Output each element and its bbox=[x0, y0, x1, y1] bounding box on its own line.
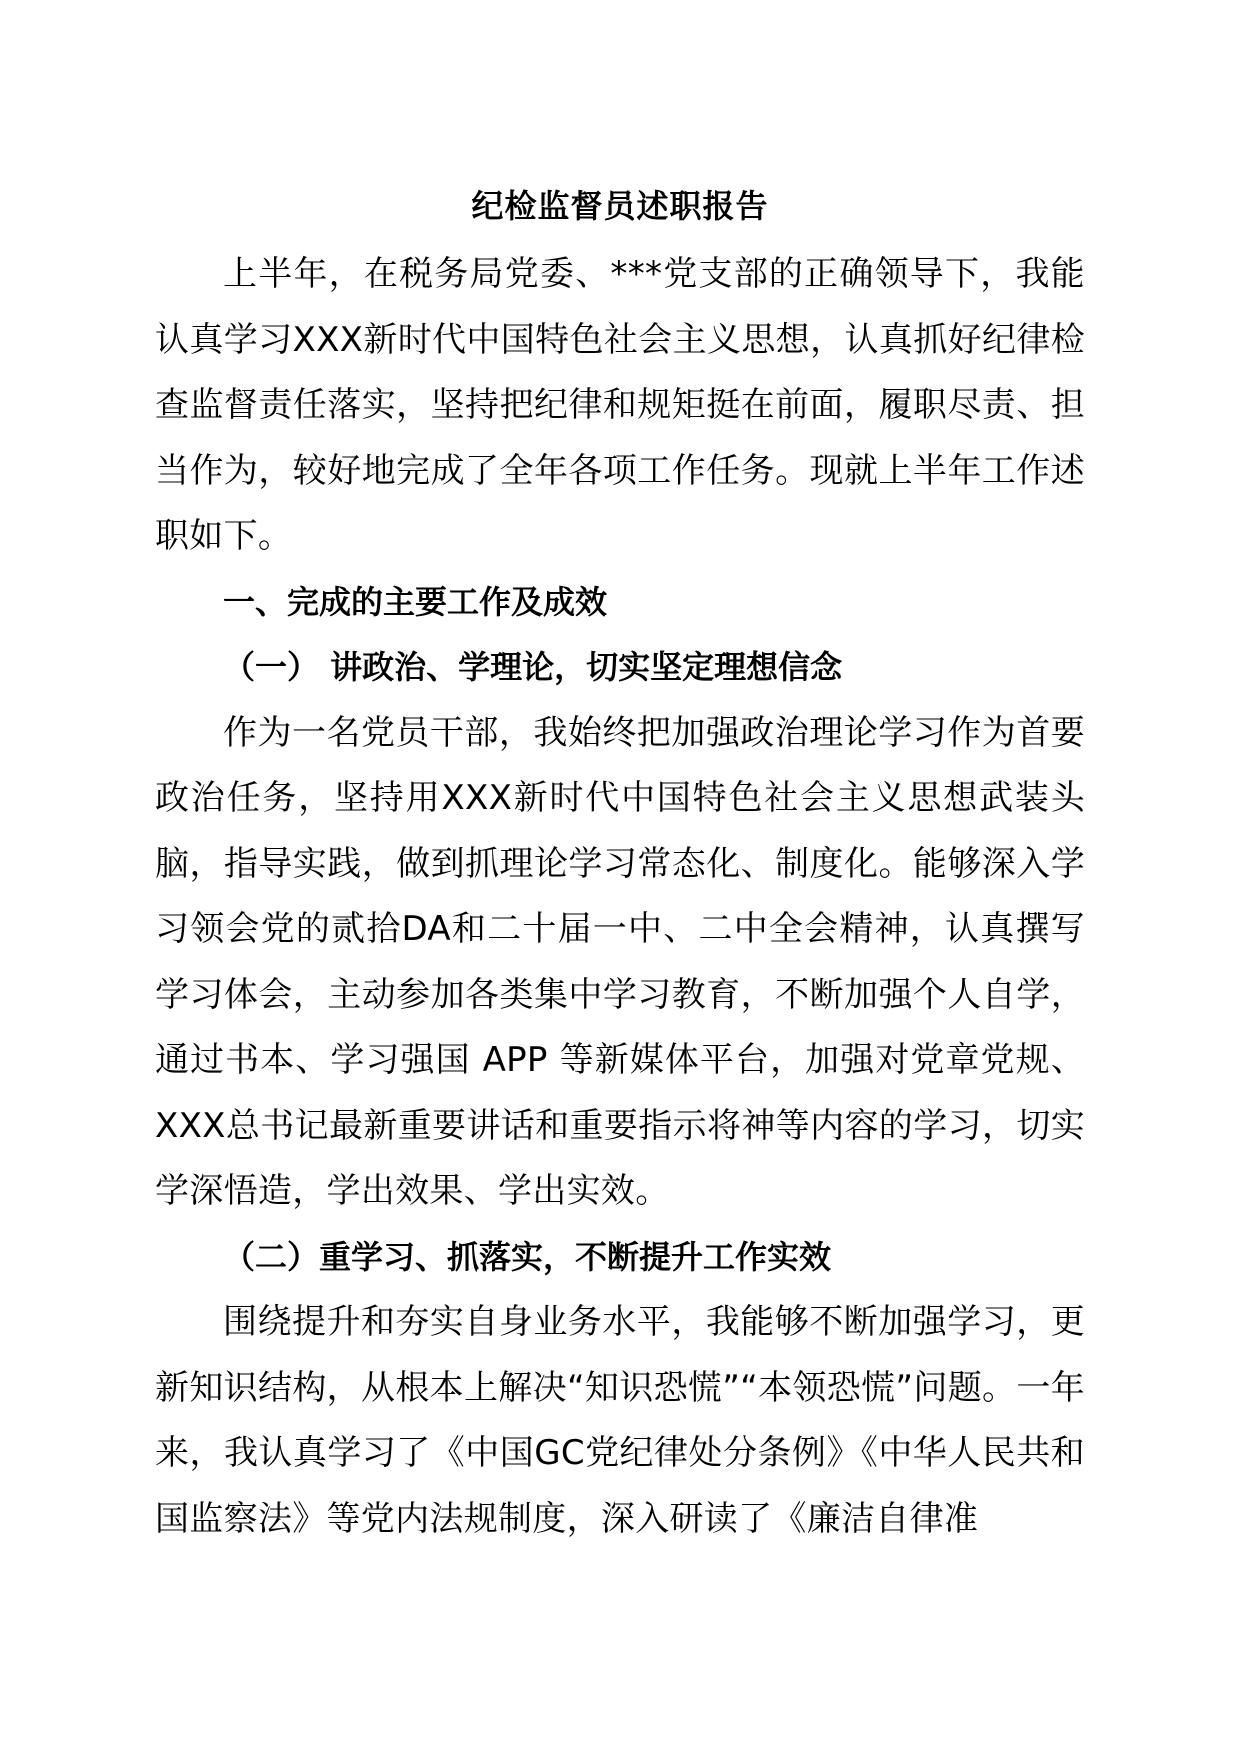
subsection-heading-1: （一） 讲政治、学理论，切实坚定理想信念 bbox=[223, 648, 843, 686]
section-heading-1: 一、完成的主要工作及成效 bbox=[223, 582, 608, 621]
document-body bbox=[155, 186, 1085, 1552]
document-title: 纪检监督员述职报告 bbox=[471, 187, 769, 225]
subsection-1-paragraph: 作为一名党员干部，我始终把加强政治理论学习作为首要政治任务，坚持用XXX新时代中国特色社会主义思想武装头脑，指导实践，做到抓理论学习常态化、制度化。能够深入学习领会党的贰拾DA和二十届一中、二中全会精神，认真撰写学习体会，主动参加各类集中学习教育，不断加强个人自学，通过书本、学习强国 APP 等新媒体平台，加强对党章党规、XXX总书记最新重要讲话和重要指示将神等内容的学习，切实学深悟造，学出效果、学出实效。 bbox=[155, 712, 1085, 1211]
subsection-2-paragraph: 围绕提升和夯实自身业务水平，我能够不断加强学习，更新知识结构，从根本上解决“知识恐慌”“本领恐慌”问题。一年来，我认真学习了《中国GC党纪律处分条例》《中华人民共和国监察法》等党内法规制度，深入研读了《廉洁自律准 bbox=[155, 1302, 1085, 1539]
intro-paragraph: 上半年，在税务局党委、***党支部的正确领导下，我能认真学习XXX新时代中国特色社会主义思想，认真抓好纪律检查监督责任落实，坚持把纪律和规矩挺在前面，履职尽责、担当作为，较好地完成了全年各项工作任务。现就上半年工作述职如下。 bbox=[155, 254, 1085, 556]
subsection-heading-2: （二）重学习、抓落实，不断提升工作实效 bbox=[223, 1237, 832, 1276]
